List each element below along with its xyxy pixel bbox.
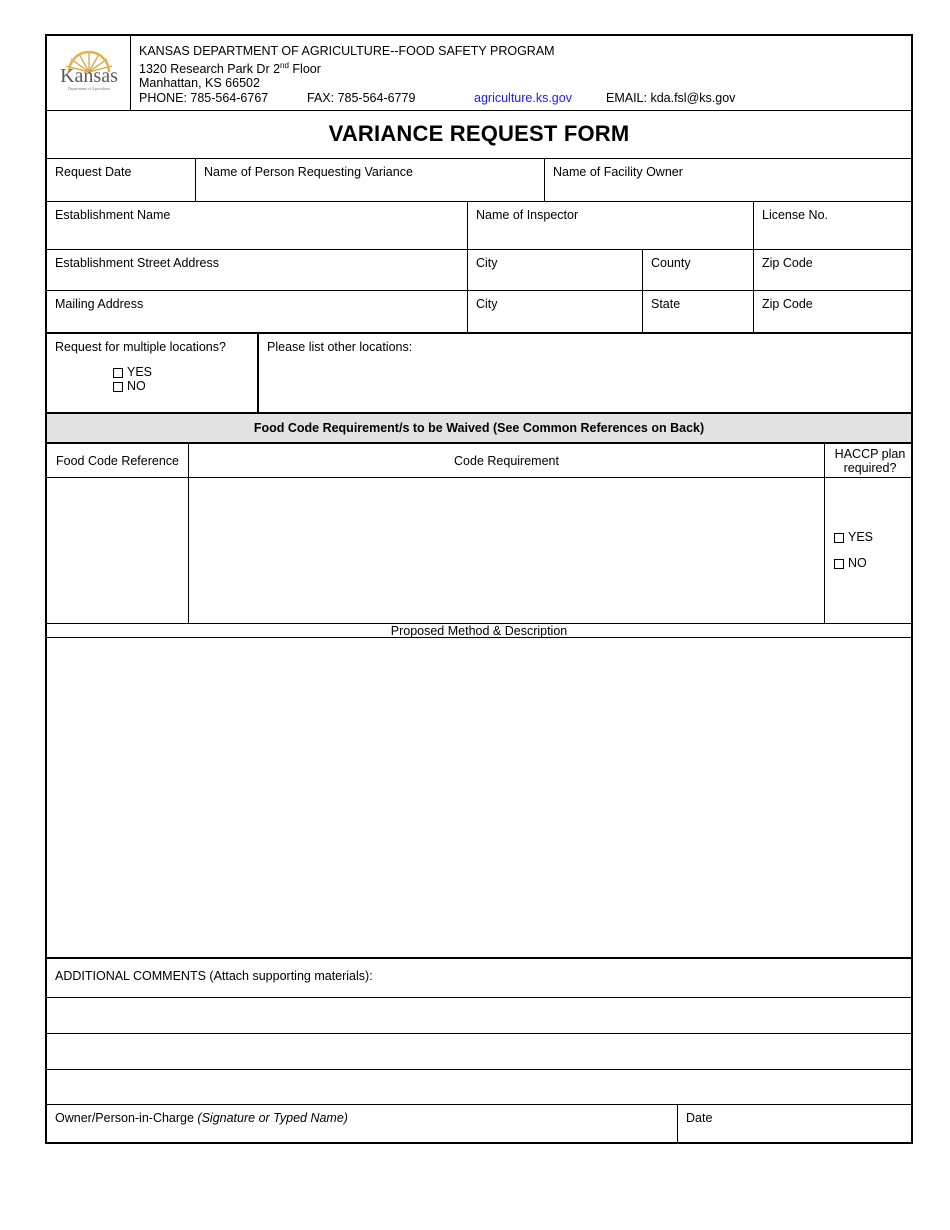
waiver-section-header xyxy=(47,412,911,442)
phone: PHONE: 785-564-6767 xyxy=(139,90,269,105)
col-food-code-reference: Food Code Reference xyxy=(56,454,179,468)
col-code-requirement: Code Requirement xyxy=(188,444,824,477)
email: EMAIL: kda.fsl@ks.gov xyxy=(606,90,736,105)
street-address-field[interactable]: Establishment Street Address xyxy=(55,256,219,270)
signature-field[interactable]: Owner/Person-in-Charge (Signature or Typed Name) xyxy=(55,1111,348,1125)
mailing-city-field[interactable]: City xyxy=(467,291,642,332)
street-address-row xyxy=(47,249,911,290)
establishment-name-field[interactable]: Establishment Name xyxy=(55,208,171,222)
fax: FAX: 785-564-6779 xyxy=(307,90,416,105)
requester-name-field[interactable]: Name of Person Requesting Variance xyxy=(195,159,544,201)
contact-line xyxy=(139,90,736,106)
waiver-table-header xyxy=(47,442,911,477)
haccp-options xyxy=(824,478,915,623)
method-header xyxy=(47,623,911,638)
method-title: Proposed Method & Description xyxy=(390,624,568,638)
checkbox-icon[interactable] xyxy=(113,368,123,378)
checkbox-icon[interactable] xyxy=(834,533,844,543)
page-title: VARIANCE REQUEST FORM xyxy=(328,121,630,146)
waiver-section-title: Food Code Requirement/s to be Waived (See Common References on Back) xyxy=(253,421,705,435)
city-field[interactable]: City xyxy=(467,250,642,290)
requester-row xyxy=(47,158,911,201)
zip-code-field[interactable]: Zip Code xyxy=(753,250,915,290)
letterhead-text xyxy=(139,44,736,106)
license-no-field[interactable]: License No. xyxy=(753,202,915,249)
waiver-table-body xyxy=(47,477,911,623)
other-locations-field[interactable]: Please list other locations: xyxy=(257,334,915,412)
kansas-logo xyxy=(47,36,131,110)
comments-line-3[interactable] xyxy=(47,1069,911,1104)
comments-line-2[interactable] xyxy=(47,1033,911,1069)
col-haccp-required: HACCP plan required? xyxy=(824,444,915,477)
checkbox-icon[interactable] xyxy=(113,382,123,392)
multiple-locations-row xyxy=(47,332,911,412)
mailing-zip-field[interactable]: Zip Code xyxy=(753,291,915,332)
checkbox-icon[interactable] xyxy=(834,559,844,569)
signature-row xyxy=(47,1104,911,1144)
mailing-address-row xyxy=(47,290,911,332)
haccp-yes-option[interactable]: YES xyxy=(834,530,873,544)
request-date-field[interactable]: Request Date xyxy=(55,165,132,179)
facility-owner-field[interactable]: Name of Facility Owner xyxy=(544,159,915,201)
multiple-yes-option[interactable]: YES xyxy=(113,365,152,379)
comments-title: ADDITIONAL COMMENTS (Attach supporting materials): xyxy=(55,969,373,983)
state-field[interactable]: State xyxy=(642,291,753,332)
multiple-locations-question: Request for multiple locations? YES NO xyxy=(55,340,226,393)
county-field[interactable]: County xyxy=(642,250,753,290)
code-requirement-input[interactable] xyxy=(188,478,824,623)
multiple-no-option[interactable]: NO xyxy=(113,379,146,393)
comments-line-1[interactable] xyxy=(47,997,911,1033)
address-line: 1320 Research Park Dr 2nd Floor xyxy=(139,60,321,76)
haccp-no-option[interactable]: NO xyxy=(834,556,867,570)
city-line: Manhattan, KS 66502 xyxy=(139,76,260,91)
mailing-address-field[interactable]: Mailing Address xyxy=(55,297,144,311)
establishment-row xyxy=(47,201,911,249)
svg-text:Department of Agriculture: Department of Agriculture xyxy=(67,86,111,91)
signature-date-field[interactable]: Date xyxy=(677,1105,915,1144)
variance-request-form xyxy=(45,34,913,1144)
inspector-name-field[interactable]: Name of Inspector xyxy=(467,202,753,249)
org-name: KANSAS DEPARTMENT OF AGRICULTURE--FOOD SAFETY PROGRAM xyxy=(139,44,555,58)
food-code-reference-input[interactable] xyxy=(47,478,188,623)
title-row xyxy=(47,110,911,158)
letterhead xyxy=(47,36,911,110)
comments-header xyxy=(47,957,911,997)
kansas-logo-icon xyxy=(47,36,131,110)
website-link[interactable]: agriculture.ks.gov xyxy=(474,90,572,105)
method-description-input[interactable] xyxy=(47,638,911,957)
svg-text:Kansas: Kansas xyxy=(60,65,118,87)
